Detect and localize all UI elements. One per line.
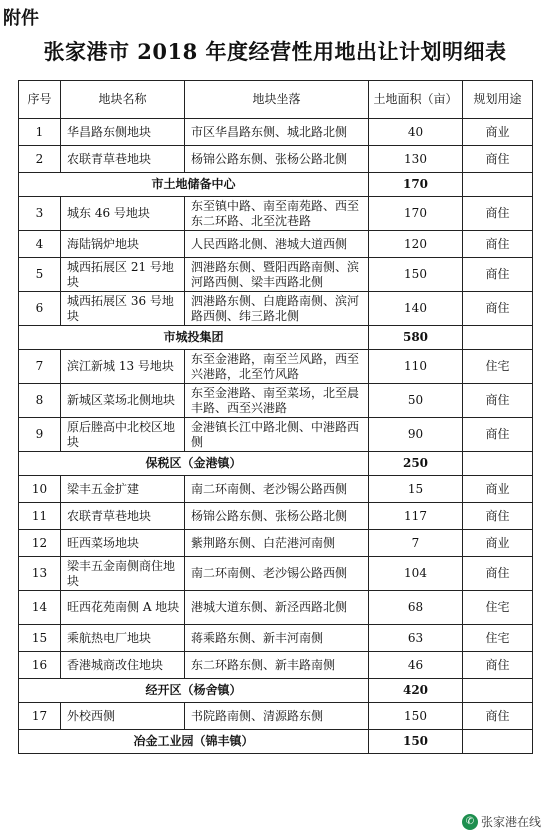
- cell-seq: 2: [19, 146, 61, 173]
- group-use-empty: [463, 326, 533, 350]
- cell-name: 农联青草巷地块: [61, 503, 185, 530]
- column-header-location: 地块坐落: [185, 81, 369, 119]
- cell-use: 商住: [463, 418, 533, 452]
- group-subtotal-row: [19, 452, 533, 476]
- cell-use: 商住: [463, 292, 533, 326]
- cell-name: 梁丰五金扩建: [61, 476, 185, 503]
- cell-area: 170: [369, 197, 463, 231]
- cell-use: 商住: [463, 197, 533, 231]
- cell-location: 杨锦公路东侧、张杨公路北侧: [185, 503, 369, 530]
- cell-location: 东至金港路，南至兰风路，西至兴港路，北至竹风路: [185, 350, 369, 384]
- cell-seq: 1: [19, 119, 61, 146]
- group-subtotal-row: [19, 173, 533, 197]
- table-header-row: [19, 81, 533, 119]
- cell-use: 商住: [463, 146, 533, 173]
- group-area: 250: [369, 452, 463, 476]
- table-row: [19, 652, 533, 679]
- group-subtotal-row: [19, 730, 533, 754]
- table-row: [19, 418, 533, 452]
- cell-name: 城东 46 号地块: [61, 197, 185, 231]
- group-subtotal-row: [19, 326, 533, 350]
- table-row: [19, 476, 533, 503]
- group-use-empty: [463, 173, 533, 197]
- table-row: [19, 591, 533, 625]
- cell-location: 书院路南侧、清源路东侧: [185, 703, 369, 730]
- cell-location: 南二环南侧、老沙锡公路西侧: [185, 557, 369, 591]
- cell-seq: 5: [19, 258, 61, 292]
- cell-location: 人民西路北侧、港城大道西侧: [185, 231, 369, 258]
- cell-use: 商住: [463, 652, 533, 679]
- cell-seq: 4: [19, 231, 61, 258]
- group-area: 580: [369, 326, 463, 350]
- cell-name: 乘航热电厂地块: [61, 625, 185, 652]
- group-use-empty: [463, 452, 533, 476]
- wechat-logo-icon: ✆: [462, 814, 478, 830]
- cell-area: 117: [369, 503, 463, 530]
- table-row: [19, 231, 533, 258]
- table-row: [19, 258, 533, 292]
- cell-name: 华昌路东侧地块: [61, 119, 185, 146]
- cell-area: 130: [369, 146, 463, 173]
- cell-location: 东二环路东侧、新丰路南侧: [185, 652, 369, 679]
- cell-location: 泗港路东侧、白鹿路南侧、滨河路西侧、纬三路北侧: [185, 292, 369, 326]
- cell-seq: 9: [19, 418, 61, 452]
- watermark-text: 张家港在线: [480, 815, 541, 829]
- cell-area: 110: [369, 350, 463, 384]
- cell-location: 市区华昌路东侧、城北路北侧: [185, 119, 369, 146]
- column-header-area: 土地面积（亩）: [369, 81, 463, 119]
- cell-seq: 8: [19, 384, 61, 418]
- cell-area: 150: [369, 258, 463, 292]
- cell-name: 外校西侧: [61, 703, 185, 730]
- cell-name: 农联青草巷地块: [61, 146, 185, 173]
- cell-location: 金港镇长江中路北侧、中港路西侧: [185, 418, 369, 452]
- group-name: 市土地储备中心: [19, 173, 369, 197]
- cell-seq: 17: [19, 703, 61, 730]
- cell-use: 商住: [463, 557, 533, 591]
- cell-name: 海陆锅炉地块: [61, 231, 185, 258]
- table-row: [19, 146, 533, 173]
- column-header-use: 规划用途: [463, 81, 533, 119]
- cell-use: 住宅: [463, 625, 533, 652]
- column-header-name: 地块名称: [61, 81, 185, 119]
- cell-location: 紫荆路东侧、白茫港河南侧: [185, 530, 369, 557]
- cell-area: 120: [369, 231, 463, 258]
- group-name: 市城投集团: [19, 326, 369, 350]
- cell-seq: 12: [19, 530, 61, 557]
- cell-use: 商住: [463, 703, 533, 730]
- cell-name: 旺西菜场地块: [61, 530, 185, 557]
- table-row: [19, 384, 533, 418]
- table-row: [19, 292, 533, 326]
- cell-location: 杨锦公路东侧、张杨公路北侧: [185, 146, 369, 173]
- table-row: [19, 557, 533, 591]
- group-name: 经开区（杨舍镇）: [19, 679, 369, 703]
- group-use-empty: [463, 730, 533, 754]
- group-name: 保税区（金港镇）: [19, 452, 369, 476]
- cell-location: 南二环南侧、老沙锡公路西侧: [185, 476, 369, 503]
- cell-use: 住宅: [463, 350, 533, 384]
- cell-area: 140: [369, 292, 463, 326]
- cell-use: 商住: [463, 258, 533, 292]
- watermark: [459, 812, 544, 831]
- group-area: 150: [369, 730, 463, 754]
- cell-area: 40: [369, 119, 463, 146]
- land-plan-table: [18, 80, 533, 754]
- cell-seq: 3: [19, 197, 61, 231]
- cell-name: 香港城商改住地块: [61, 652, 185, 679]
- table-body: [19, 119, 533, 754]
- cell-name: 新城区菜场北侧地块: [61, 384, 185, 418]
- cell-use: 商业: [463, 530, 533, 557]
- cell-name: 梁丰五金南侧商住地块: [61, 557, 185, 591]
- cell-use: 商住: [463, 384, 533, 418]
- group-area: 170: [369, 173, 463, 197]
- cell-seq: 13: [19, 557, 61, 591]
- group-subtotal-row: [19, 679, 533, 703]
- cell-area: 46: [369, 652, 463, 679]
- cell-name: 城西拓展区 36 号地块: [61, 292, 185, 326]
- table-row: [19, 503, 533, 530]
- column-header-seq: 序号: [19, 81, 61, 119]
- attachment-label: 附件: [3, 8, 39, 29]
- table-row: [19, 703, 533, 730]
- cell-area: 68: [369, 591, 463, 625]
- cell-name: 旺西花苑南侧 A 地块: [61, 591, 185, 625]
- group-use-empty: [463, 679, 533, 703]
- page-title: 张家港市 2018 年度经营性用地出让计划明细表: [43, 39, 507, 64]
- cell-area: 150: [369, 703, 463, 730]
- cell-use: 商住: [463, 231, 533, 258]
- cell-area: 50: [369, 384, 463, 418]
- cell-area: 63: [369, 625, 463, 652]
- cell-location: 蒋乘路东侧、新丰河南侧: [185, 625, 369, 652]
- cell-use: 商业: [463, 119, 533, 146]
- table-row: [19, 350, 533, 384]
- cell-area: 15: [369, 476, 463, 503]
- group-area: 420: [369, 679, 463, 703]
- table-row: [19, 119, 533, 146]
- cell-seq: 16: [19, 652, 61, 679]
- table-row: [19, 625, 533, 652]
- cell-seq: 15: [19, 625, 61, 652]
- group-name: 冶金工业园（锦丰镇）: [19, 730, 369, 754]
- cell-area: 104: [369, 557, 463, 591]
- cell-area: 90: [369, 418, 463, 452]
- cell-use: 商住: [463, 503, 533, 530]
- table-row: [19, 530, 533, 557]
- cell-name: 原后塍高中北校区地块: [61, 418, 185, 452]
- cell-area: 7: [369, 530, 463, 557]
- cell-name: 城西拓展区 21 号地块: [61, 258, 185, 292]
- cell-location: 港城大道东侧、新泾西路北侧: [185, 591, 369, 625]
- cell-seq: 14: [19, 591, 61, 625]
- cell-location: 泗港路东侧、暨阳西路南侧、滨河路西侧、梁丰西路北侧: [185, 258, 369, 292]
- cell-location: 东至金港路、南至菜场，北至晨丰路、西至兴港路: [185, 384, 369, 418]
- cell-seq: 11: [19, 503, 61, 530]
- cell-seq: 6: [19, 292, 61, 326]
- cell-location: 东至镇中路、南至南苑路、西至东二环路、北至沈巷路: [185, 197, 369, 231]
- cell-seq: 7: [19, 350, 61, 384]
- cell-seq: 10: [19, 476, 61, 503]
- cell-use: 住宅: [463, 591, 533, 625]
- cell-name: 滨江新城 13 号地块: [61, 350, 185, 384]
- table-row: [19, 197, 533, 231]
- cell-use: 商业: [463, 476, 533, 503]
